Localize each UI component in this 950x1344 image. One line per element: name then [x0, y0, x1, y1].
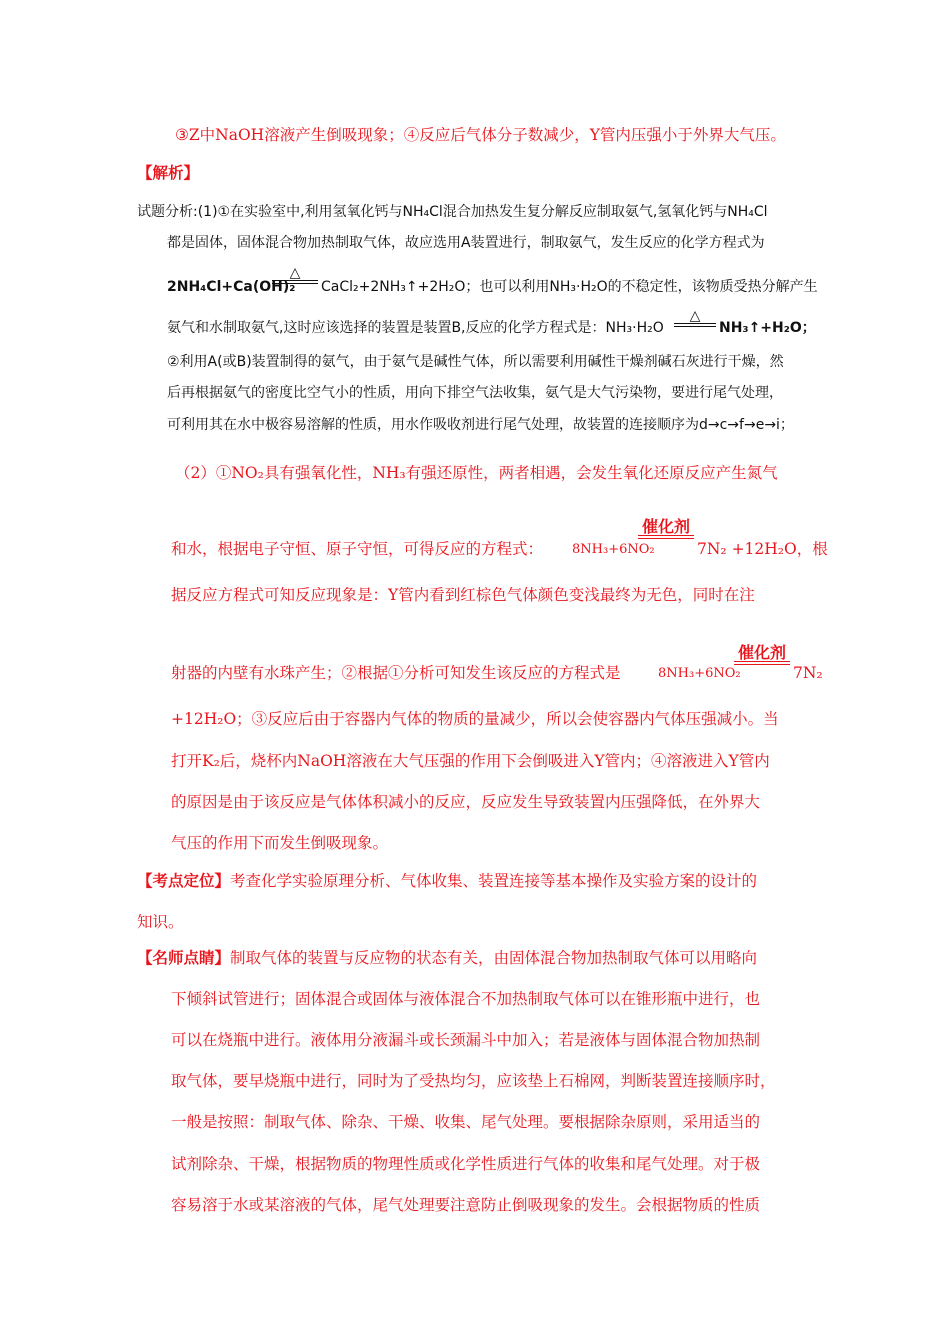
part2-line3: 据反应方程式可知反应现象是：Y管内看到红棕色气体颜色变浅最终为无色，同时在注 — [171, 586, 755, 604]
kaodian-line2: 知识。 — [137, 913, 184, 931]
mingshi-line4: 取气体，要早烧瓶中进行，同时为了受热均匀，应该垫上石棉网，判断装置连接顺序时， — [171, 1072, 776, 1090]
part1-line1: 试题分析:(1)①在实验室中,利用氢氧化钙与NH₄Cl混合加热发生复分解反应制取氨气,氢氧化钙与NH₄Cl — [137, 204, 768, 220]
kaodian-row — [137, 873, 757, 890]
part1-line2: 都是固体，固体混合物加热制取气体，故应选用A装置进行，制取氨气，发生反应的化学方程式为 — [167, 235, 765, 251]
catalyst-condition-2 — [734, 645, 790, 665]
heat-symbol: △ — [289, 265, 301, 281]
part2-eq1-left: 8NH₃+6NO₂ — [572, 542, 655, 557]
mingshi-line6: 试剂除杂、干燥，根据物质的物理性质或化学性质进行气体的收集和尾气处理。对于极 — [171, 1155, 761, 1173]
part2-line1: （2）①NO₂具有强氧化性，NH₃有强还原性，两者相遇，会发生氧化还原反应产生氮气 — [175, 464, 778, 482]
part1-line4a: 氨气和水制取氨气,这时应该选择的装置是装置B,反应的化学方程式是：NH₃·H₂O — [167, 320, 664, 336]
mingshi-line1: 制取气体的装置与反应物的状态有关，由固体混合物加热制取气体可以用略向 — [230, 949, 758, 967]
mingshi-row — [137, 950, 757, 967]
eq1-right: CaCl₂+2NH₃↑+2H₂O；也可以利用NH₃·H₂O的不稳定性，该物质受热分解产生 — [321, 279, 818, 295]
part2-eq2-left: 8NH₃+6NO₂ — [658, 666, 741, 681]
part1-line5: ②利用A(或B)装置制得的氨气，由于氨气是碱性气体，所以需要利用碱性干燥剂碱石灰进行干燥，然 — [167, 354, 784, 370]
part2-line5: +12H₂O；③反应后由于容器内气体的物质的量减少，所以会使容器内气体压强减小。当 — [171, 710, 779, 728]
part2-eq2-right: 7N₂ — [793, 664, 823, 682]
part2-line2a: 和水，根据电子守恒、原子守恒，可得反应的方程式： — [171, 540, 544, 558]
eq1-condition — [272, 266, 318, 284]
part1-line7: 可利用其在水中极容易溶解的性质，用水作吸收剂进行尾气处理，故装置的连接顺序为d→c→f→e→i； — [167, 417, 794, 433]
eq1-left: 2NH₄Cl+Ca(OH)₂ — [167, 279, 296, 295]
part2-line8: 气压的作用下而发生倒吸现象。 — [171, 834, 389, 852]
part1-line4b: NH₃↑+H₂O； — [719, 320, 816, 336]
intro-line: ③Z中NaOH溶液产生倒吸现象；④反应后气体分子数减少，Y管内压强小于外界大气压。 — [175, 126, 786, 144]
catalyst-condition-1 — [638, 519, 694, 539]
mingshi-line2: 下倾斜试管进行；固体混合或固体与液体混合不加热制取气体可以在锥形瓶中进行，也 — [171, 990, 761, 1008]
kaodian-header: 【考点定位】 — [137, 871, 231, 890]
mingshi-line7: 容易溶于水或某溶液的气体，尾气处理要注意防止倒吸现象的发生。会根据物质的性质 — [171, 1196, 761, 1214]
mingshi-line5: 一般是按照：制取气体、除杂、干燥、收集、尾气处理。要根据除杂原则，采用适当的 — [171, 1113, 761, 1131]
mingshi-line3: 可以在烧瓶中进行。液体用分液漏斗或长颈漏斗中加入；若是液体与固体混合物加热制 — [171, 1031, 761, 1049]
analysis-header: 【解析】 — [137, 163, 200, 182]
mingshi-header: 【名师点睛】 — [137, 948, 231, 967]
part2-line7: 的原因是由于该反应是气体体积减小的反应，反应发生导致装置内压强降低，在外界大 — [171, 793, 761, 811]
heat-symbol: △ — [689, 308, 701, 324]
catalyst-label: 催化剂 — [641, 517, 690, 536]
part2-line4a: 射器的内壁有水珠产生；②根据①分析可知发生该反应的方程式是 — [171, 664, 621, 682]
part2-eq1-right: 7N₂ +12H₂O，根 — [697, 540, 828, 558]
part1-line6: 后再根据氨气的密度比空气小的性质，用向下排空气法收集，氨气是大气污染物，要进行尾气处理， — [167, 385, 783, 401]
eq2-condition — [674, 309, 716, 327]
catalyst-label: 催化剂 — [737, 643, 786, 662]
part2-line6: 打开K₂后，烧杯内NaOH溶液在大气压强的作用下会倒吸进入Y管内；④溶液进入Y管内 — [171, 752, 770, 770]
kaodian-line1: 考查化学实验原理分析、气体收集、装置连接等基本操作及实验方案的设计的 — [230, 872, 758, 890]
